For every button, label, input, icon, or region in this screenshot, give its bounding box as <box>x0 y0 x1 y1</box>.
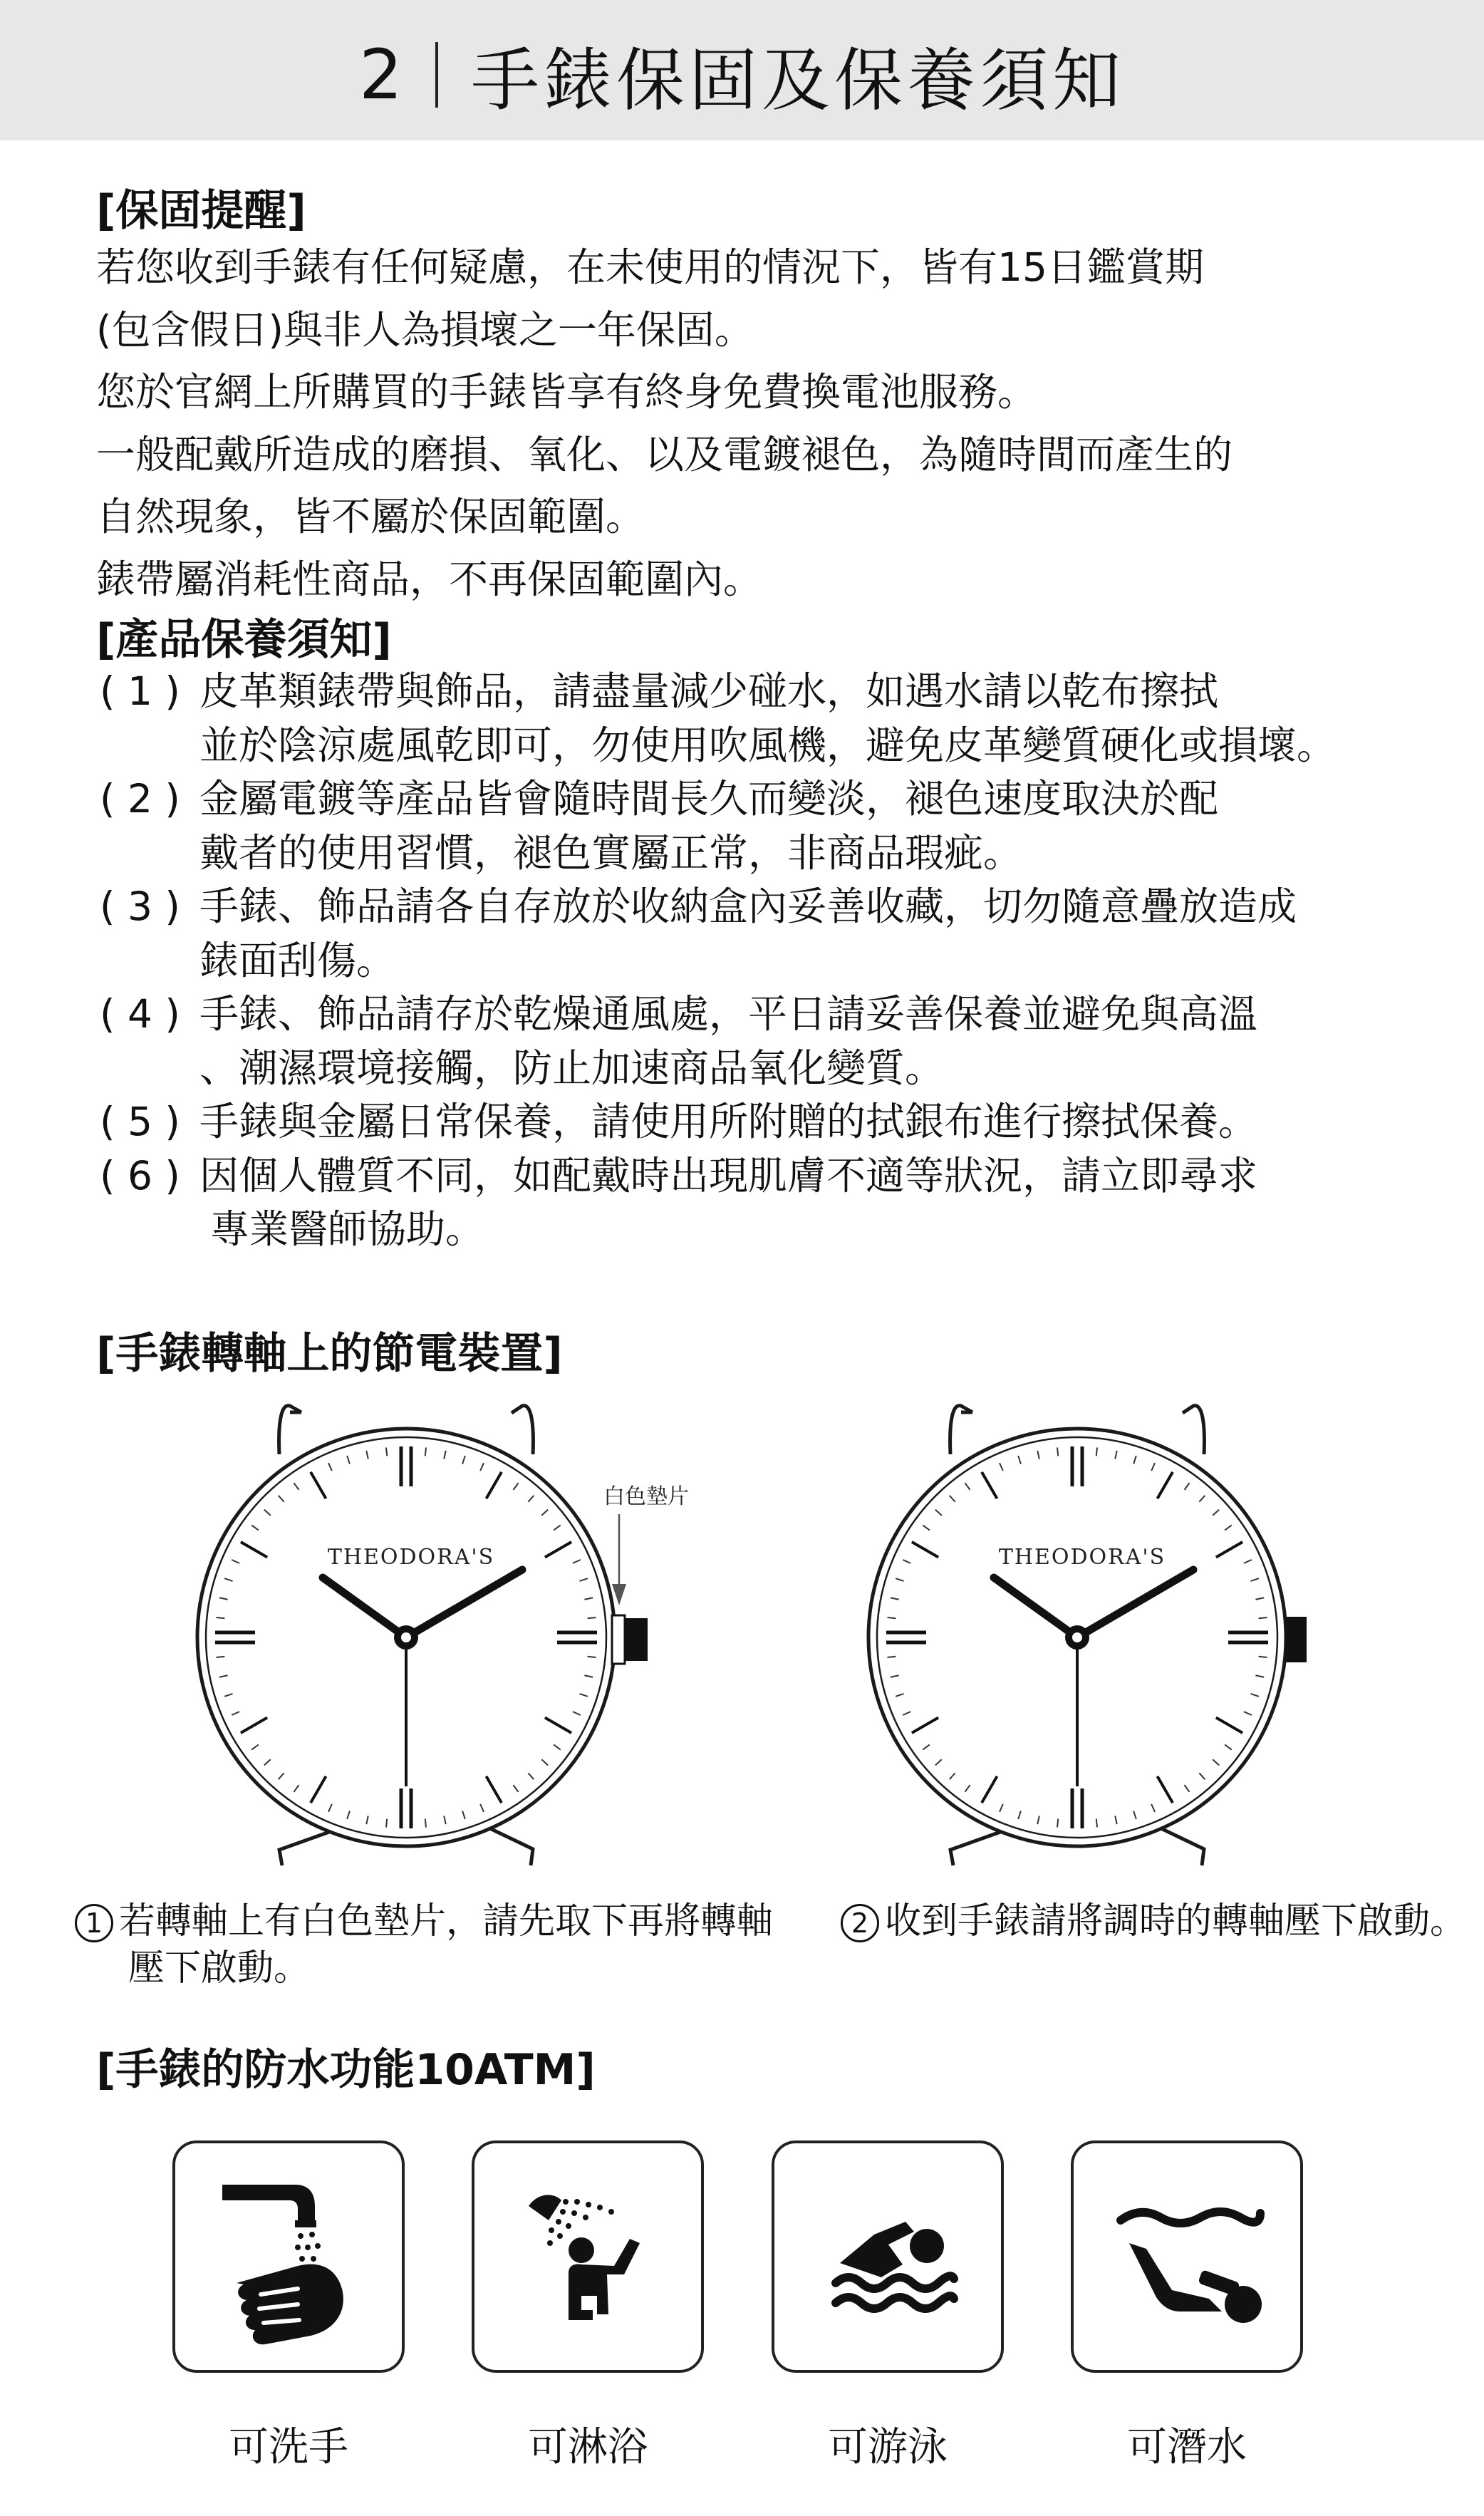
section-number: 2 <box>358 35 403 115</box>
care-item <box>100 1095 1336 1149</box>
minute-tick <box>1057 1447 1058 1456</box>
white-pad <box>612 1615 625 1664</box>
shower-icon <box>474 2143 702 2371</box>
warranty-line: 一般配戴所造成的磨損、氧化、以及電鍍褪色，為隨時間而產生的 <box>96 431 1233 477</box>
hand-wash-icon <box>175 2143 403 2371</box>
step2-text: 收到手錶請將調時的轉軸壓下啟動。 <box>885 1900 1467 1942</box>
dive-label: 可潛水 <box>1127 2424 1247 2470</box>
watch-illustration <box>846 1393 1309 1878</box>
hand-wash-card <box>172 2140 405 2373</box>
care-item-number: ( 4 ) <box>100 991 180 1037</box>
swim-card <box>772 2140 1004 2373</box>
care-item-text: 手錶、飾品請存於乾燥通風處，平日請妥善保養並避免與高溫 <box>199 991 1258 1037</box>
care-item-text-continued: 並於陰涼處風乾即可，勿使用吹風機，避免皮革變質硬化或損壞。 <box>199 722 1337 768</box>
dive-icon <box>1074 2143 1302 2371</box>
step2-caption <box>841 1898 1466 1945</box>
warranty-line: 您於官網上所購買的手錶皆享有終身免費換電池服務。 <box>96 369 1037 415</box>
warranty-line: (包含假日)與非人為損壞之一年保固。 <box>96 306 754 353</box>
care-item-text-continued: 、潮濕環境接觸，防止加速商品氧化變質。 <box>199 1045 945 1091</box>
minute-tick <box>887 1617 896 1618</box>
care-item-number: ( 6 ) <box>100 1152 180 1199</box>
care-item-text-continued: 戴者的使用習慣，褪色實屬正常，非商品瑕疵。 <box>199 829 1023 876</box>
care-item-text: 因個人體質不同，如配戴時出現肌膚不適等狀況，請立即尋求 <box>199 1152 1258 1199</box>
minute-tick <box>425 1819 426 1828</box>
watch-illustration <box>175 1393 689 1878</box>
minute-tick <box>1057 1819 1058 1828</box>
care-item-number: ( 2 ) <box>100 776 180 822</box>
step1-text-continued: 壓下啟動。 <box>128 1947 311 1989</box>
page-title: 手錶保固及保養須知 <box>471 40 1126 120</box>
watch-with-pad <box>175 1393 689 1878</box>
waterproof-heading: [手錶的防水功能10ATM] <box>96 2045 596 2095</box>
watch-brand: THEODORA'S <box>998 1545 1166 1570</box>
shower-card <box>472 2140 704 2373</box>
warranty-line: 自然現象，皆不屬於保固範圍。 <box>96 494 645 539</box>
watch-brand: THEODORA'S <box>327 1545 495 1570</box>
warranty-line: 錶帶屬消耗性商品，不再保固範圍內。 <box>96 556 763 602</box>
care-item-number: ( 5 ) <box>100 1099 180 1144</box>
step2-number: 2 <box>841 1904 879 1942</box>
watch-crown <box>625 1618 648 1661</box>
care-item <box>100 1149 1336 1257</box>
pad-label: 白色墊片 <box>603 1484 689 1509</box>
care-item <box>100 880 1336 988</box>
care-item-text: 皮革類錶帶與飾品，請盡量減少碰水，如遇水請以乾布擦拭 <box>199 668 1219 714</box>
care-item-text-continued: 專業醫師協助。 <box>210 1206 485 1252</box>
title-divider <box>435 42 438 108</box>
care-item-text: 金屬電鍍等產品皆會隨時間長久而變淡，褪色速度取決於配 <box>199 776 1219 822</box>
hand-wash-label: 可洗手 <box>229 2424 348 2470</box>
watch-pressed <box>846 1393 1309 1878</box>
care-item <box>100 988 1336 1095</box>
care-item-text: 手錶、飾品請各自存放於收納盒內妥善收藏，切勿隨意疊放造成 <box>199 884 1297 929</box>
step1-text: 若轉軸上有白色墊片，請先取下再將轉軸 <box>119 1900 774 1942</box>
warranty-text <box>96 237 1233 611</box>
care-item <box>100 665 1336 772</box>
minute-tick <box>386 1447 387 1456</box>
minute-tick <box>425 1447 426 1456</box>
minute-tick <box>216 1617 224 1618</box>
warranty-line: 若您收到手錶有任何疑慮，在未使用的情況下，皆有15日鑑賞期 <box>96 244 1204 290</box>
warranty-heading: [保固提醒] <box>96 186 306 236</box>
minute-tick <box>588 1617 596 1618</box>
title-banner-content <box>0 0 1484 150</box>
care-heading: [產品保養須知] <box>96 615 392 665</box>
dive-card <box>1071 2140 1303 2373</box>
crown-heading: [手錶轉軸上的節電裝置] <box>96 1329 563 1379</box>
care-item-text: 手錶與金屬日常保養，請使用所附贈的拭銀布進行擦拭保養。 <box>199 1099 1258 1144</box>
step1-caption <box>75 1898 773 1992</box>
minute-tick <box>386 1819 387 1828</box>
care-item <box>100 772 1336 880</box>
swim-label: 可游泳 <box>828 2424 948 2470</box>
minute-tick <box>1259 1617 1267 1618</box>
care-list <box>100 665 1336 1257</box>
swim-icon <box>774 2143 1002 2371</box>
care-item-number: ( 1 ) <box>100 668 180 714</box>
minute-tick <box>1096 1447 1097 1456</box>
care-item-text-continued: 錶面刮傷。 <box>199 937 396 983</box>
step1-number: 1 <box>75 1904 113 1942</box>
minute-tick <box>1096 1819 1097 1828</box>
care-item-number: ( 3 ) <box>100 884 180 929</box>
shower-label: 可淋浴 <box>528 2424 648 2470</box>
watch-crown <box>1285 1617 1307 1662</box>
